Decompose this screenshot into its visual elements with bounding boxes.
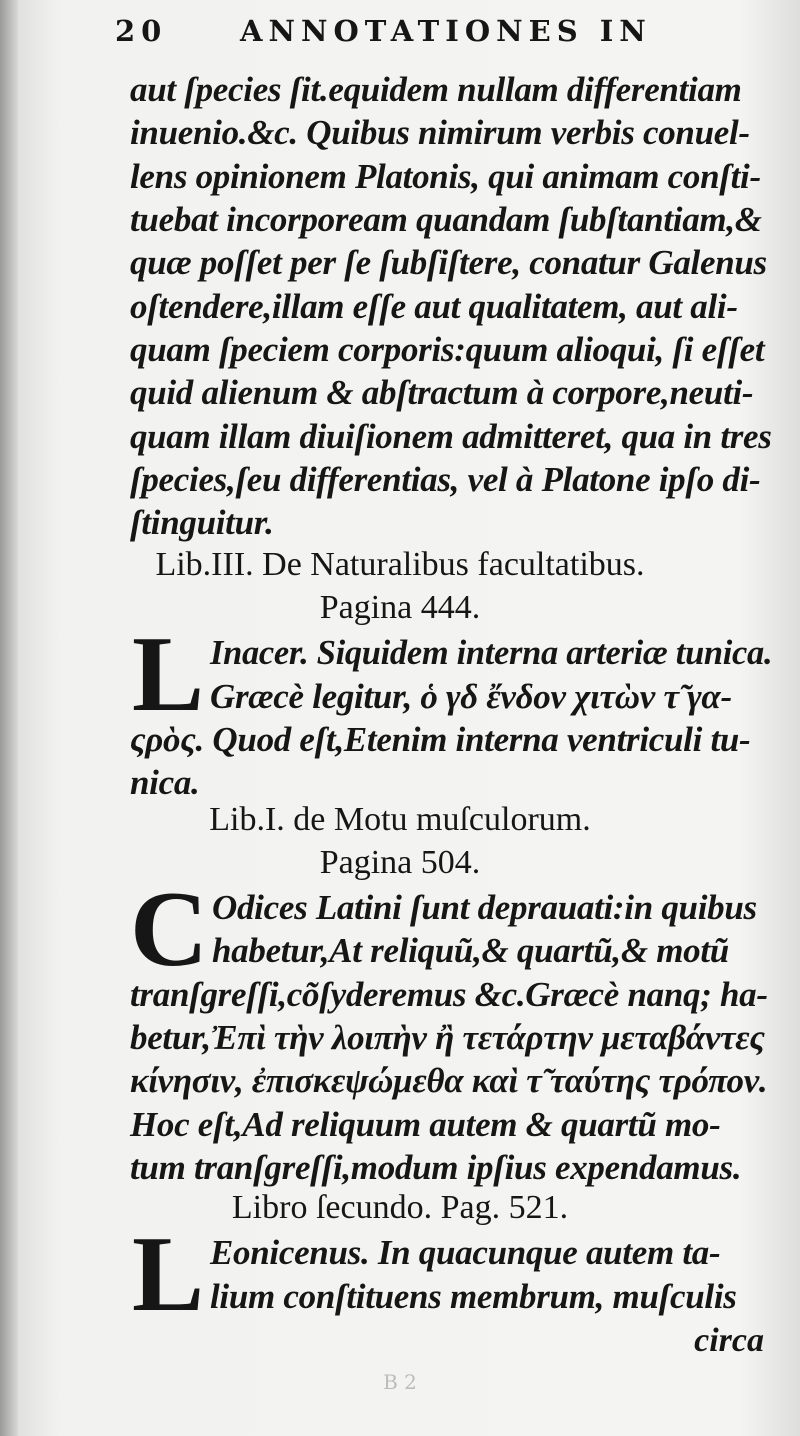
drop-capital: L <box>132 615 205 734</box>
section-heading: Lib.I. de Motu muſculorum. <box>209 801 591 838</box>
text-line: tum tranſgreſſi,modum ipſius expendamus. <box>130 1148 742 1187</box>
section-heading: Libro ſecundo. Pag. 521. <box>231 1189 569 1226</box>
text-line: ſtinguitur. <box>130 503 274 542</box>
text-line: quid alienum & abſtractum à corpore,neuti- <box>130 373 754 412</box>
text-line: inuenio.&c. Quibus nimirum verbis conuel- <box>130 113 750 152</box>
text-line: ςρὸς. Quod eſt,Etenim interna ventriculi tu- <box>130 720 751 759</box>
text-line: Græcè legitur, ὁ γδ ἔνδον χιτὼν τ̃ γα- <box>210 677 732 716</box>
text-line: aut ſpecies ſit.equidem nullam differentiam <box>130 70 742 109</box>
section-heading: Lib.III. De Naturalibus facultatibus. <box>155 546 645 583</box>
drop-capital: L <box>132 1215 205 1334</box>
text-line: lium conſtituens membrum, muſculis <box>210 1277 737 1316</box>
text-line: lens opinionem Platonis, qui animam conſti- <box>130 157 761 196</box>
text-line: Hoc eſt,Ad reliquum autem & quartũ mo- <box>130 1105 721 1144</box>
text-line: quam illam diuiſionem admitteret, qua in tres <box>130 417 772 456</box>
catchword: circa <box>694 1322 764 1359</box>
text-line: oſtendere,illam eſſe aut qualitatem, aut ali- <box>130 287 738 326</box>
text-line: Inacer. Siquidem interna arteriæ tunica. <box>210 633 773 672</box>
text-line: ſpecies,ſeu differentias, vel à Platone ipſo di- <box>130 460 761 499</box>
running-header <box>115 14 735 58</box>
text-line: betur,Ἐπὶ τὴν λοιπὴν ἢ τετάρτην μεταβάντες <box>130 1018 765 1057</box>
page-number: 20 <box>115 14 168 48</box>
text-line: tranſgreſſi,cõſyderemus &c.Græcè nanq; ha- <box>130 975 768 1014</box>
text-line: tuebat incorpoream quandam ſubſtantiam,& <box>130 200 762 239</box>
text-line: κίνησιν, ἐπισκεψώμεθα καὶ τ̃ ταύτης τρόπον. <box>130 1061 768 1100</box>
running-title: ANNOTATIONES IN <box>240 14 652 48</box>
text-line: Odices Latini ſunt deprauati:in quibus <box>212 888 757 927</box>
text-line: quam ſpeciem corporis:quum alioqui, ſi eſſet <box>130 330 765 369</box>
text-line: quæ poſſet per ſe ſubſiſtere, conatur Galenus <box>130 243 767 282</box>
text-line: nica. <box>130 763 200 802</box>
text-line: Eonicenus. In quacunque autem ta- <box>210 1233 721 1272</box>
text-line: habetur,At reliquũ,& quartũ,& motũ <box>212 931 729 970</box>
page-reference: Pagina 504. <box>319 844 481 881</box>
page-reference: Pagina 444. <box>319 589 481 626</box>
drop-capital: C <box>130 870 208 989</box>
signature-mark: B 2 <box>383 1370 417 1394</box>
